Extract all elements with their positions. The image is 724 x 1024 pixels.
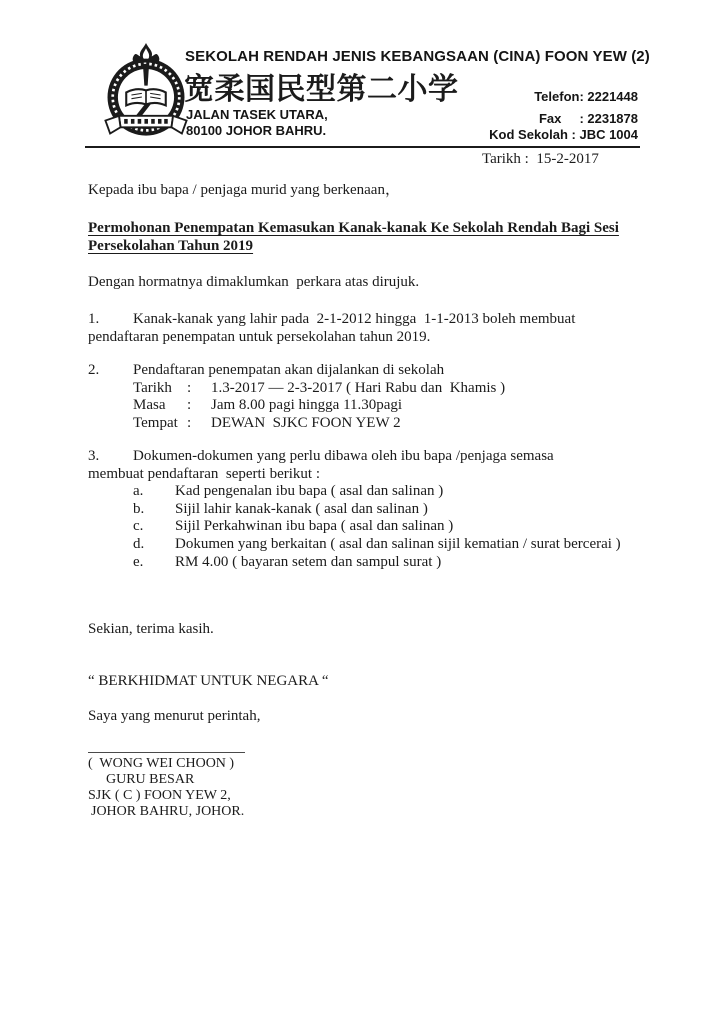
detail-label: Tarikh [133, 379, 172, 396]
subject-line-2: Persekolahan Tahun 2019 [88, 237, 254, 254]
salutation: Kepada ibu bapa / penjaga murid yang berkenaan， [88, 182, 400, 198]
list-text: Dokumen yang berkaitan ( asal dan salinan sijil kematian / surat bercerai ) [175, 535, 621, 552]
subject-line-1: Permohonan Penempatan Kemasukan Kanak-kanak Ke Sekolah Rendah Bagi Sesi [88, 220, 619, 236]
detail-colon: : [187, 414, 192, 431]
list-item-d [88, 536, 644, 554]
address-line-2: 80100 JOHOR BAHRU. [186, 123, 327, 138]
school-name-english: SEKOLAH RENDAH JENIS KEBANGSAAN (CINA) FOON YEW (2) [185, 48, 650, 65]
detail-row-masa [88, 397, 644, 415]
signature-block [88, 737, 644, 820]
detail-value: 1.3-2017 — 2-3-2017 ( Hari Rabu dan Khamis ) [211, 379, 506, 396]
subject-heading [88, 220, 644, 255]
item-text-continued: pendaftaran penempatan untuk persekolahan tahun 2019. [88, 328, 431, 345]
detail-label: Masa [133, 397, 166, 414]
list-item-e [88, 554, 644, 572]
school-code: Kod Sekolah : JBC 1004 [489, 127, 638, 142]
list-item-c [88, 518, 644, 536]
numbered-item-1 [88, 311, 644, 346]
list-text: Sijil Perkahwinan ibu bapa ( asal dan salinan ) [175, 518, 454, 535]
detail-colon: : [187, 397, 192, 414]
list-text: Kad pengenalan ibu bapa ( asal dan salinan ) [175, 483, 444, 500]
date-line: Tarikh : 15-2-2017 [482, 151, 599, 167]
school-crest-logo [94, 42, 198, 146]
signatory-place: JOHOR BAHRU, JOHOR. [91, 804, 245, 819]
list-item-a [88, 483, 644, 501]
school-name-chinese: 宽柔国民型第二小学 [184, 72, 459, 107]
item-number: 1. [88, 311, 100, 327]
numbered-item-2 [88, 362, 644, 432]
list-letter: e. [133, 553, 144, 570]
detail-value: Jam 8.00 pagi hingga 11.30pagi [211, 397, 403, 414]
item-text: Kanak-kanak yang lahir pada 2-1-2012 hingga 1-1-2013 boleh membuat [133, 311, 576, 327]
list-letter: d. [133, 535, 145, 552]
list-text: RM 4.00 ( bayaran setem dan sampul surat ) [175, 553, 442, 570]
item-text-continued: membuat pendaftaran seperti berikut : [88, 465, 320, 482]
item-number: 3. [88, 448, 100, 464]
header-divider [85, 146, 640, 148]
address-line-1: JALAN TASEK UTARA, [186, 107, 328, 122]
signature-line [88, 737, 245, 753]
fax-number: Fax : 2231878 [538, 111, 638, 126]
signatory-school: SJK ( C ) FOON YEW 2, [88, 788, 231, 803]
signatory-name: ( WONG WEI CHOON ) [88, 756, 235, 771]
telefon-number: Telefon: 2221448 [534, 89, 638, 104]
list-letter: b. [133, 500, 145, 517]
national-slogan: “ BERKHIDMAT UNTUK NEGARA “ [88, 673, 329, 689]
intro-paragraph: Dengan hormatnya dimaklumkan perkara atas dirujuk. [88, 274, 420, 290]
sign-off: Saya yang menurut perintah, [88, 708, 261, 724]
item-text: Pendaftaran penempatan akan dijalankan di sekolah [133, 362, 445, 378]
detail-row-tempat [88, 415, 644, 433]
list-letter: a. [133, 483, 144, 500]
list-item-b [88, 501, 644, 519]
school-crest-icon [94, 42, 198, 146]
detail-colon: : [187, 379, 192, 396]
item-text: Dokumen-dokumen yang perlu dibawa oleh ibu bapa /penjaga semasa [133, 448, 554, 464]
detail-value: DEWAN SJKC FOON YEW 2 [211, 414, 401, 431]
signatory-title: GURU BESAR [106, 772, 195, 787]
numbered-item-3 [88, 448, 644, 571]
detail-row-tarikh [88, 380, 644, 398]
list-text: Sijil lahir kanak-kanak ( asal dan salinan ) [175, 500, 428, 517]
item-number: 2. [88, 362, 100, 378]
list-letter: c. [133, 518, 144, 535]
detail-label: Tempat [133, 414, 178, 431]
closing-thanks: Sekian, terima kasih. [88, 621, 214, 637]
